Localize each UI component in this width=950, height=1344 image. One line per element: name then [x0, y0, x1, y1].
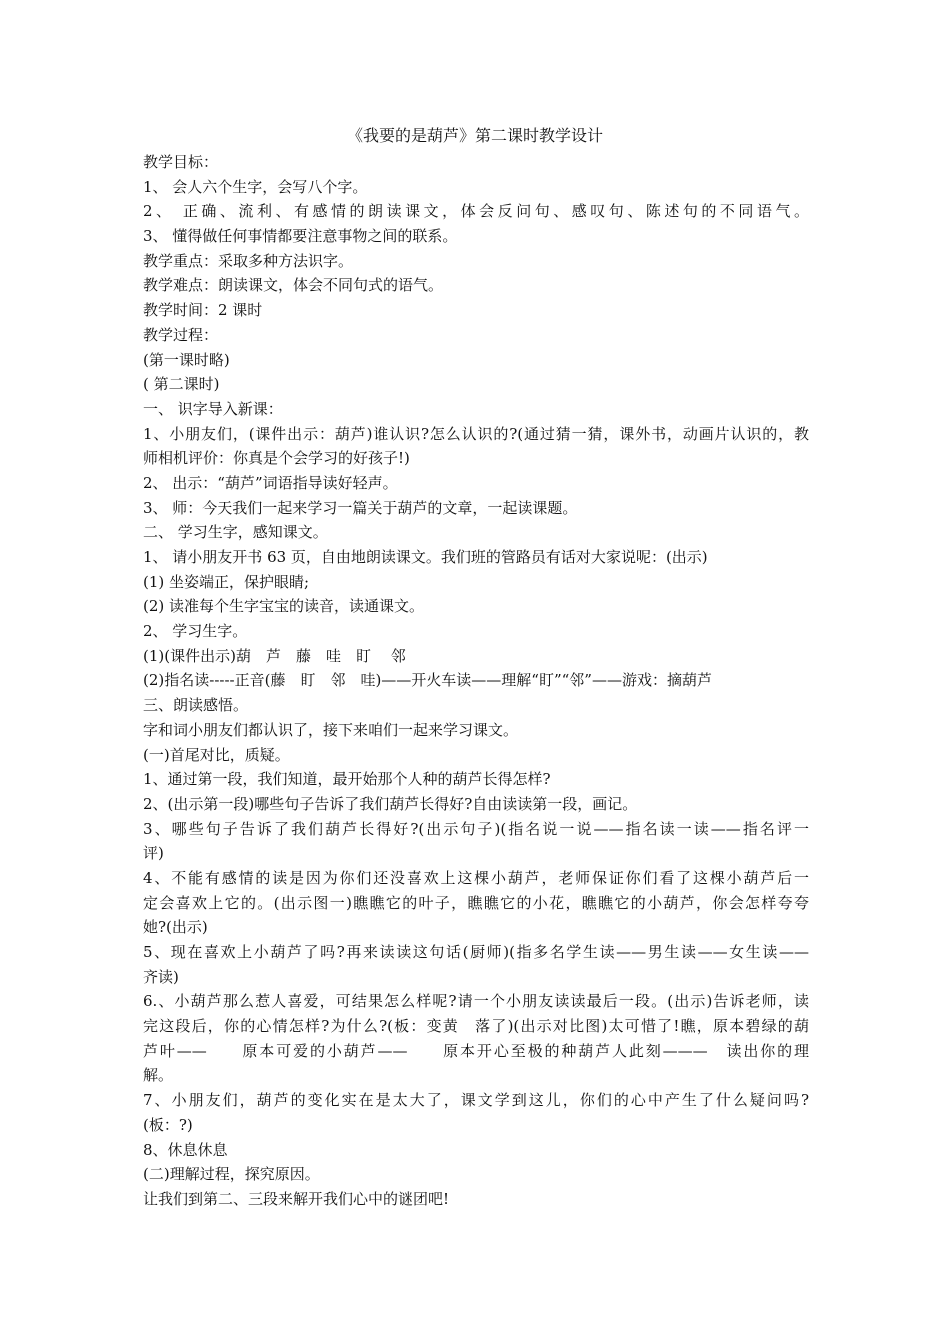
text-line: 三、朗读感悟。 — [143, 696, 249, 715]
text-line: 芦叶—— 原本可爱的小葫芦—— 原本开心至极的种葫芦人此刻——— 读出你的理 — [143, 1041, 809, 1060]
text-line: 8、休息休息 — [143, 1140, 228, 1159]
text-line: 字和词小朋友们都认识了，接下来咱们一起来学习课文。 — [143, 720, 519, 739]
text-line: 她?(出示) — [143, 918, 208, 937]
text-line: 二、 学习生字，感知课文。 — [143, 523, 328, 542]
text-line: 3、 懂得做任何事情都要注意事物之间的联系。 — [143, 227, 458, 246]
text-line: 教学过程： — [143, 325, 219, 344]
text-line: 教学时间：2 课时 — [143, 301, 263, 320]
text-line: 1、 请小朋友开书 63 页，自由地朗读课文。我们班的管路员有话对大家说呢：(出示) — [143, 548, 708, 566]
text-line: 师相机评价：你真是个会学习的好孩子!) — [143, 449, 410, 468]
text-line: 3、 师：今天我们一起来学习一篇关于葫芦的文章，一起读课题。 — [143, 498, 578, 517]
text-line: 教学重点：采取多种方法识字。 — [143, 251, 354, 270]
text-line: (1) 坐姿端正，保护眼睛; — [143, 572, 310, 591]
text-line: 一、 识字导入新课： — [143, 399, 283, 418]
text-line: 完这段后，你的心情怎样?为什么?(板：变黄 落了)(出示对比图)太可惜了!瞧，原本碧绿的葫 — [143, 1017, 809, 1036]
text-line: 2、 学习生字。 — [143, 622, 248, 641]
text-line: 2、(出示第一段)哪些句子告诉了我们葫芦长得好?自由读读第一段，画记。 — [143, 794, 638, 813]
text-line: 4、不能有感情的读是因为你们还没喜欢上这棵小葫芦，老师保证你们看了这棵小葫芦后一 — [143, 868, 809, 887]
text-line: 2、 正确、流利、有感情的朗读课文，体会反问句、感叹句、陈述句的不同语气。 — [143, 202, 809, 221]
document-body — [143, 150, 809, 1212]
text-line: (2)指名读-----正音(藤 盯 邻 哇)——开火车读——理解“盯”“邻”——游戏：摘葫芦 — [143, 671, 712, 690]
document-title: 《我要的是葫芦》第二课时教学设计 — [346, 126, 603, 145]
text-line: 评) — [143, 844, 164, 863]
text-line: 教学难点：朗读课文，体会不同句式的语气。 — [143, 276, 444, 295]
text-line: (第一课时略) — [143, 350, 230, 369]
text-line: ( 第二课时) — [143, 375, 220, 394]
text-line: 6.、小葫芦那么惹人喜爱，可结果怎么样呢?请一个小朋友读读最后一段。(出示)告诉老师，读 — [143, 992, 809, 1011]
text-line: 5、现在喜欢上小葫芦了吗?再来读读这句话(厨师)(指多名学生读——男生读——女生读—— — [143, 943, 809, 961]
text-line: (一)首尾对比，质疑。 — [143, 745, 290, 764]
text-line: 1、通过第一段，我们知道，最开始那个人种的葫芦长得怎样? — [143, 770, 551, 789]
text-line: 解。 — [143, 1066, 174, 1085]
text-line: 让我们到第二、三段来解开我们心中的谜团吧! — [143, 1189, 450, 1208]
text-line: 7、小朋友们，葫芦的变化实在是太大了，课文学到这儿，你们的心中产生了什么疑问吗? — [143, 1091, 809, 1110]
text-line: 齐读) — [143, 967, 179, 986]
text-line: 教学目标： — [143, 153, 219, 171]
text-line: 定会喜欢上它的。(出示图一)瞧瞧它的叶子，瞧瞧它的小花，瞧瞧它的小葫芦，你会怎样夸夸 — [143, 893, 809, 912]
text-line: 1、 会人六个生字，会写八个字。 — [143, 177, 368, 196]
text-line: (2) 读准每个生字宝宝的读音，读通课文。 — [143, 597, 425, 616]
text-line: 2、 出示：“葫芦”词语指导读好轻声。 — [143, 473, 398, 492]
text-line: (二)理解过程，探究原因。 — [143, 1165, 320, 1184]
text-line: (板：?) — [143, 1115, 193, 1134]
text-line: 1、小朋友们，(课件出示：葫芦)谁认识?怎么认识的?(通过猜一猜，课外书，动画片认识的，教 — [143, 424, 809, 443]
text-line: 3、哪些句子告诉了我们葫芦长得好?(出示句子)(指名说一说——指名读一读——指名评一 — [143, 819, 809, 838]
text-line: (1)(课件出示)葫 芦 藤 哇 盯 邻 — [143, 646, 406, 665]
